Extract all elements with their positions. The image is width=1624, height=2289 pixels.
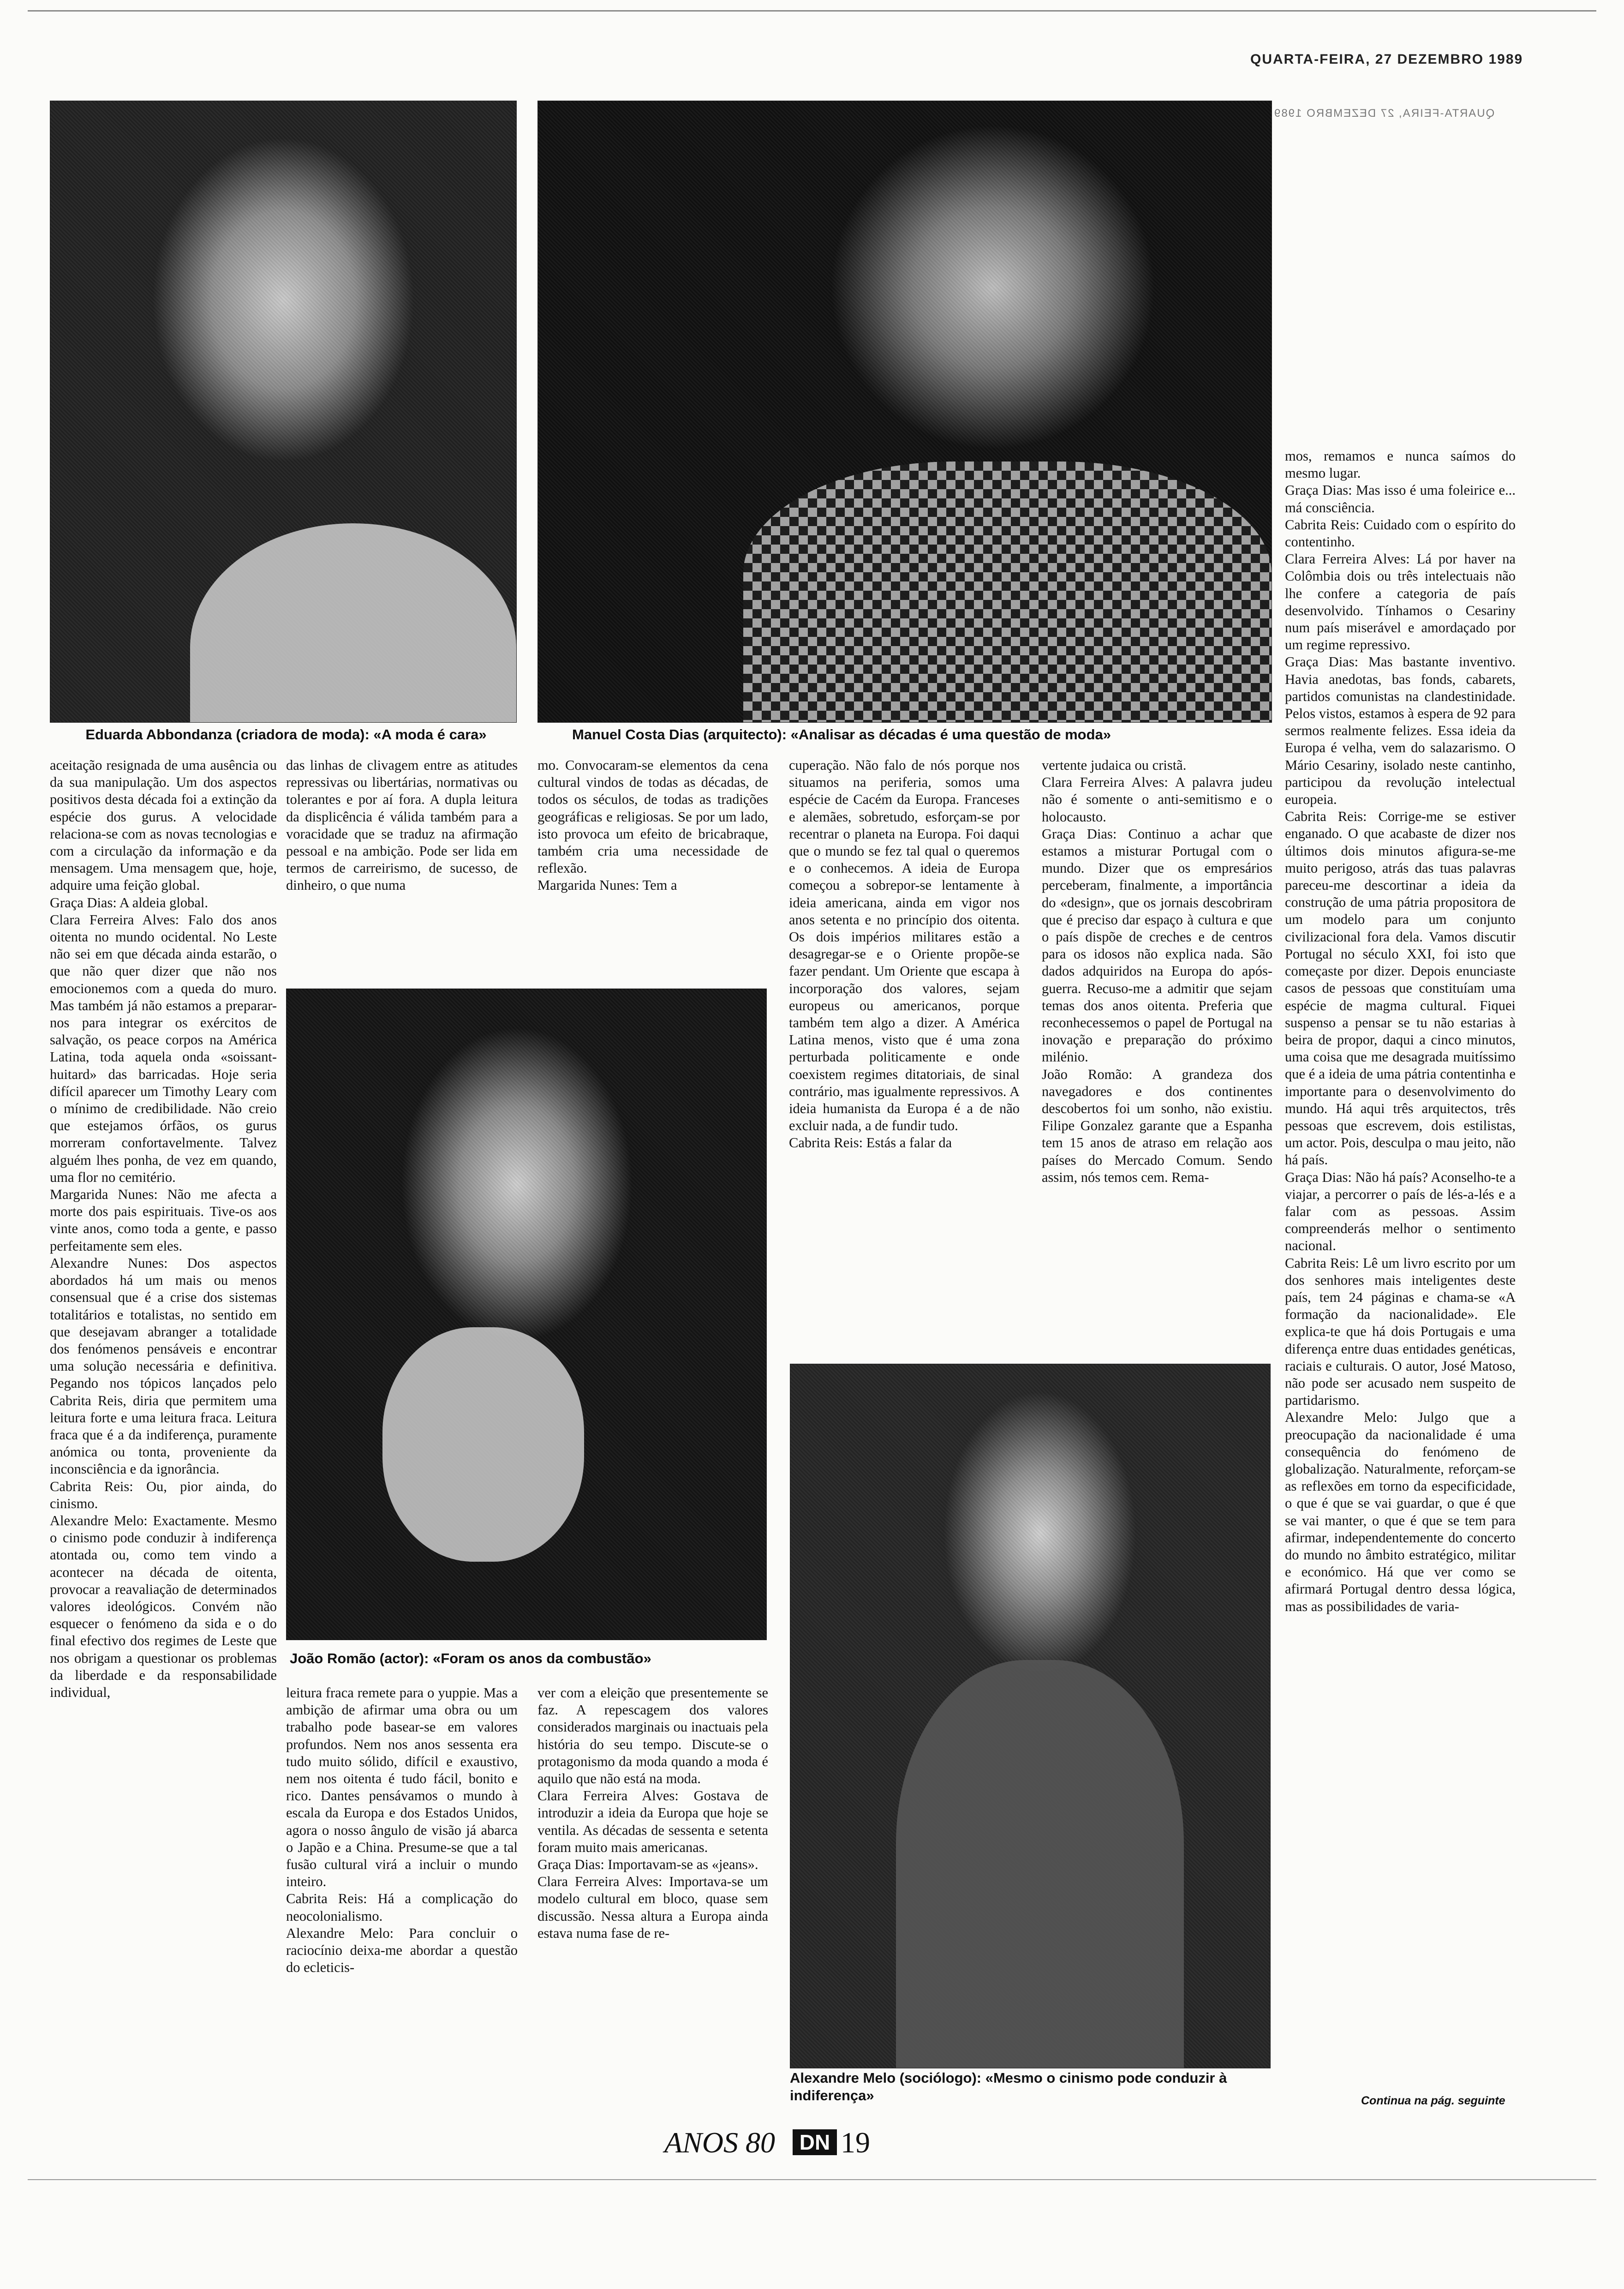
photo-eduarda-abbondanza <box>50 101 517 723</box>
footer-rule <box>28 2179 1596 2180</box>
page-number: 19 <box>841 2126 870 2159</box>
header-date-line: QUARTA-FEIRA, 27 DEZEMBRO 1989 <box>1250 52 1523 67</box>
photo-joao-romao <box>286 989 767 1640</box>
article-column-2-top: das linhas de clivagem entre as atitudes repressivas ou libertárias, normativas ou tolerantes e por aí fora. A dupla leitura da displicência é válida também para a voracidade que se traduz na afirmação pessoal e na ambição. Pode ser lida em termos de carreirismo, de sucesso, de dinheiro, o que numa <box>286 757 521 893</box>
article-column-2-bottom: leitura fraca remete para o yuppie. Mas a ambição de afirmar uma obra ou um trabalho pode basear-se em valores profundos. Nem nos anos sessenta era tudo muito sólido, difícil e exaustivo, nem nos oitenta é tudo fácil, bonito e rico. Dantes pensávamos o mundo à escala da Europa e dos Estados Unidos, agora o nosso ângulo de visão já abarca o Japão e a China. Presume-se que a tal fusão cultural virá a incluir o mundo inteiro. Cabrita Reis: Há a complicação do neocolonialismo. Alexandre Melo: Para concluir o raciocínio deixa-me abordar a questão do ecleticis- <box>286 1685 518 1976</box>
photo-manuel-costa-dias <box>537 101 1272 723</box>
article-column-3-bottom: ver com a eleição que presentemente se faz. A repescagem dos valores considerados marginais ou inactuais pela história do seu tempo. Discute-se o protagonismo da moda quando a moda é aquilo que não está na moda. Clara Ferreira Alves: Gostava de introduzir a ideia da Europa que hoje se ventila. As décadas de sessenta e setenta foram muito mais americanas. Graça Dias: Importavam-se as «jeans». Clara Ferreira Alves: Importava-se um modelo cultural em bloco, quase sem discussão. Nessa altura a Europa ainda estava numa fase de re- <box>537 1685 768 1941</box>
photo-alexandre-melo <box>790 1364 1271 2068</box>
article-column-6: mos, remamos e nunca saímos do mesmo lugar. Graça Dias: Mas isso é uma foleirice e... má consciência. Cabrita Reis: Cuidado com o espírito do contentinho. Clara Ferreira Alves: Lá por haver na Colômbia dois ou três intelectuais não lhe confere a categoria de país desenvolvido. Tínhamos o Cesariny num país miserável e amordaçado por um regime repressivo. Graça Dias: Mas bastante inventivo. Havia anedotas, bas fonds, cabarets, partidos comunistas na clandestinidade. Pelos vistos, estamos à espera de 92 para sermos realmente felizes. Essa ideia da Europa é velha, vem do salazarismo. O Mário Cesariny, isolado neste cantinho, participou da revolução intelectual europeia. Cabrita Reis: Corrige-me se estiver enganado. O que acabaste de dizer nos últimos dois minutos afigura-se-me muito perigoso, atrás das tuas palavras pareceu-me descortinar a ideia da construção de uma pátria propositora de um modelo para um conjunto civilizacional fora dela. Vamos discutir Portugal no século XXI, foi isto que começaste por dizer. Depois enunciaste casos de pessoas que constituíam uma espécie de magma cultural. Fiquei suspenso a pensar se tu não estarias à beira de propor, daqui a cinco minutos, uma coisa que me desagrada muitíssimo que é a ideia de uma pátria contentinha e importante para o desenvolvimento do mundo. Há aqui três arquitectos, três pessoas que escrevem, dois estilistas, um actor. Pois, desculpa o mau jeito, não há país. Graça Dias: Não há país? Aconselho-te a viajar, a percorrer o país de lés-a-lés e a falar com as pessoas. Assim compreenderás melhor o sentimento nacional. Cabrita Reis: Lê um livro escrito por um dos senhores mais inteligentes deste país, tem 24 páginas e chama-se «A formação da nacionalidade». Ele explica-te que há dois Portugais e uma diferença entre duas entidades genéticas, raciais e culturais. O autor, José Matoso, não pode ser acusado nem suspeito de partidarismo. Alexandre Melo: Julgo que a preocupação da nacionalidade é uma consequência do fenómeno de globalização. Naturalmente, reforçam-se as reflexões em torno da especificidade, o que é que se vai guardar, o que é que se vai manter, o que é que se tem para afirmar, independentemente do concerto do mundo no âmbito estratégico, militar e económico. Há que ver como se afirmará Portugal dentro dessa lógica, mas as possibilidades de varia- <box>1285 448 1516 1614</box>
caption-joao-romao: João Romão (actor): «Foram os anos da combustão» <box>290 1650 651 1666</box>
article-column-4: cuperação. Não falo de nós porque nos situamos na periferia, somos uma espécie de Cacém da Europa. Franceses e alemães, sobretudo, esforçam-se por recentrar o planeta na Europa. Foi daqui que o mundo se fez tal qual o queremos e o conhecemos. A ideia de Europa começou a sobrepor-se lentamente à ideia americana, ainda em vigor nos anos setenta e no princípio dos oitenta. Os dois impérios militares estão a desagregar-se e o Oriente propõe-se fazer pendant. Um Oriente que escapa à incorporação dos valores, sejam europeus ou americanos, porque também tem algo a dizer. A América Latina menos, visto que é uma zona perturbada politicamente e onde coexistem regimes ditatoriais, de sinal contrário, mas igualmente repressivos. A ideia humanista da Europa é a de não excluir nada, a de fundir tudo. Cabrita Reis: Estás a falar da <box>789 757 1020 1151</box>
torso-shape <box>896 1660 1184 2068</box>
article-column-3-top: mo. Convocaram-se elementos da cena cultural vindos de todas as décadas, de todos os séculos, de todas as tradições geográficas e religiosas. Se por um lado, isto provoca um efeito de bricabraque, também cria uma necessidade de reflexão. Margarida Nunes: Tem a <box>537 757 768 893</box>
caption-eduarda: Eduarda Abbondanza (criadora de moda): «A moda é cara» <box>85 726 487 743</box>
article-column-1: aceitação resignada de uma ausência ou da sua manipulação. Um dos aspectos positivos desta década foi a extinção da espécie dos gurus. A velocidade relaciona-se com as novas tecnologias e com a circulação da informação e da mensagem. Uma mensagem que, hoje, adquire uma feição global. Graça Dias: A aldeia global. Clara Ferreira Alves: Falo dos anos oitenta no mundo ocidental. No Leste não sei em que década ainda estarão, o que não quer dizer que não nos emocionemos com a queda do muro. Mas também já não estamos a preparar-nos para integrar os exércitos de salvação, os peace corpos na América Latina, toda aquela onda «soissant-huitard» das barricadas. Hoje seria difícil aparecer um Timothy Leary com o mínimo de credibilidade. Não creio que estejamos órfãos, os gurus morreram confortavelmente. Talvez alguém lhes ponha, de vez em quando, uma flor no cemitério. Margarida Nunes: Não me afecta a morte dos pais espirituais. Tive-os aos vinte anos, como toda a gente, e passo perfeitamente sem eles. Alexandre Nunes: Dos aspectos abordados há um mais ou menos consensual que é a crise dos sistemas totalitários e totalistas, no sentido em que desejavam abranger a totalidade dos fenómenos pensáveis e encontrar uma solução necessária e definitiva. Pegando nos tópicos lançados pelo Cabrita Reis, diria que permitem uma leitura forte e uma leitura fraca. Leitura fraca que é a da indiferença, puramente anómica ou tonta, proveniente da inconsciência e da ignorância. Cabrita Reis: Ou, pior ainda, do cinismo. Alexandre Melo: Exactamente. Mesmo o cinismo pode conduzir à indiferença atontada ou, como tem vindo a acontecer na década de oitenta, provocar a reavaliação de determinados valores ideológicos. Convém não esquecer o fenómeno da sida e o do final efectivo dos regimes de Leste que nos obrigam a questionar os problemas da liberdade e da responsabilidade individual, <box>50 757 277 1700</box>
hands-shape <box>382 1327 584 1562</box>
caption-alexandre-melo: Alexandre Melo (sociólogo): «Mesmo o cinismo pode conduzir à indiferença» <box>790 2070 1227 2103</box>
dn-logo: DN <box>793 2129 837 2155</box>
continue-note: Continua na pág. seguinte <box>1361 2094 1505 2107</box>
header-date-line-mirrored: QUARTA-FEIRA, 27 DEZEMBRO 1989 <box>1273 107 1495 120</box>
top-rule <box>28 10 1596 12</box>
jacket-pattern <box>743 461 1272 723</box>
footer-section-title: ANOS 80 <box>664 2126 775 2159</box>
caption-manuel: Manuel Costa Dias (arquitecto): «Analisar as décadas é uma questão de moda» <box>572 726 1111 743</box>
article-column-5: vertente judaica ou cristã. Clara Ferreira Alves: A palavra judeu não é somente o anti-semitismo e o holocausto. Graça Dias: Continuo a achar que estamos a misturar Portugal com o mundo. Dizer que os empresários perceberam, finalmente, a importância do «design», que os jornais descobriram que é preciso dar espaço à cultura e que o país dispõe de creches e de centros para os idosos não explica nada. São dados adquiridos na Europa do após-guerra. Recuso-me a admitir que sejam temas dos anos oitenta. Preferia que reconhecessemos o papel de Portugal na inovação e preparação do próximo milénio. João Romão: A grandeza dos navegadores e dos continentes descobertos foi um sonho, não existiu. Filipe Gonzalez garante que a Espanha tem 15 anos de atraso em relação aos países do Mercado Comum. Sendo assim, nós temos cem. Rema- <box>1042 757 1272 1185</box>
